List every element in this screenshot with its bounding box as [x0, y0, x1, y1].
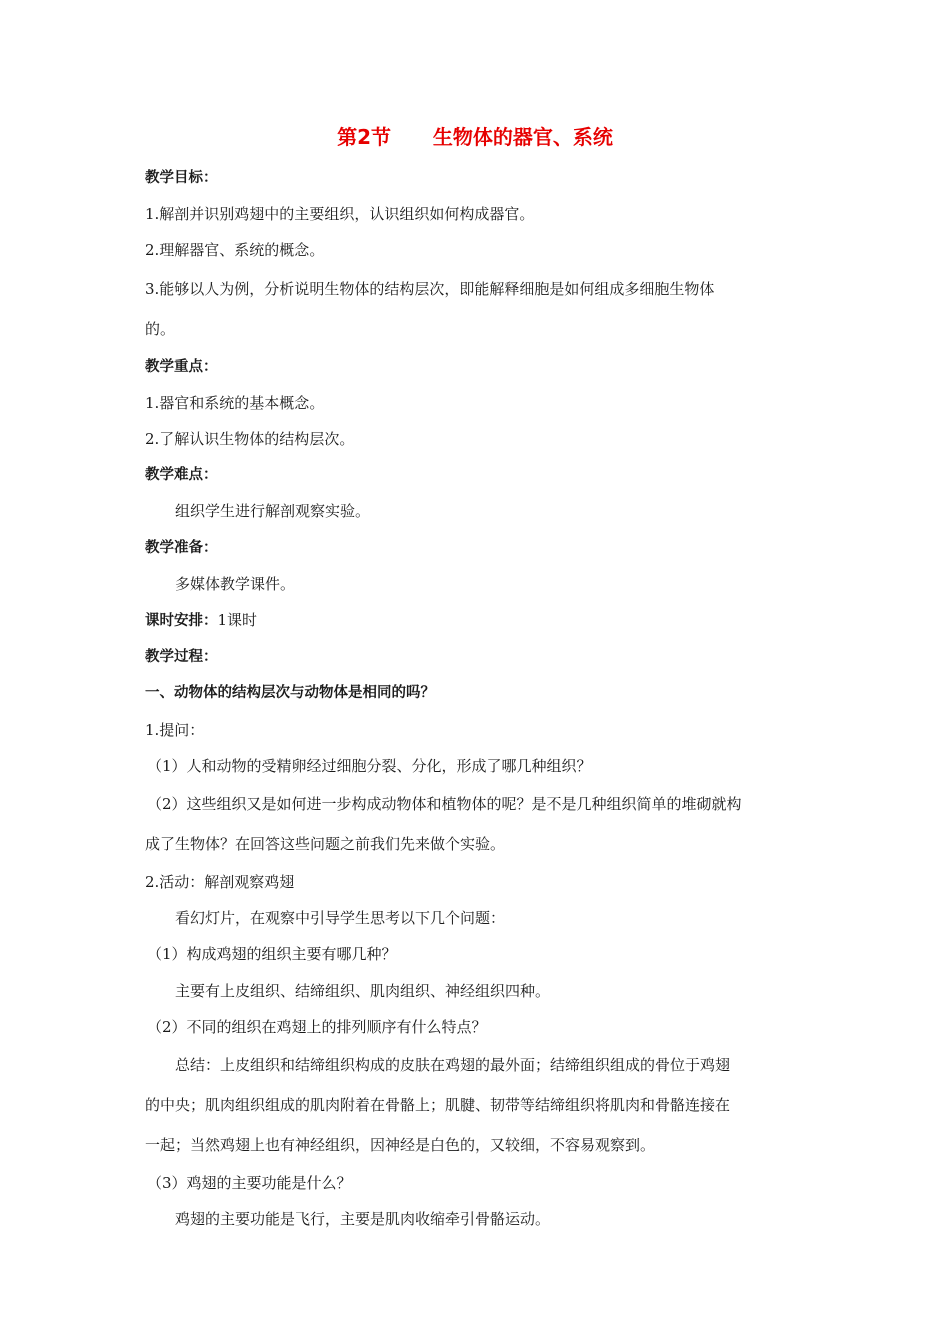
activity-question-1: （1）构成鸡翅的组织主要有哪几种？: [147, 945, 397, 964]
activity-answer-1: 主要有上皮组织、结缔组织、肌肉组织、神经组织四种。: [175, 981, 551, 1000]
activity-answer-3: 鸡翅的主要功能是飞行，主要是肌肉收缩牵引骨骼运动。: [175, 1210, 551, 1229]
objective-2: 2.理解器官、系统的概念。: [145, 241, 325, 260]
key-point-2: 2.了解认识生物体的结构层次。: [145, 430, 355, 449]
activity-summary-cont-2: 一起；当然鸡翅上也有神经组织，因神经是白色的，又较细，不容易观察到。: [145, 1136, 656, 1155]
step-1-question: 1.提问：: [145, 720, 205, 739]
activity-question-2: （2）不同的组织在鸡翅上的排列顺序有什么特点？: [147, 1017, 487, 1036]
question-2-cont: 成了生物体？在回答这些问题之前我们先来做个实验。: [145, 835, 506, 854]
document-body: [145, 160, 810, 1237]
objective-1: 1.解剖并识别鸡翅中的主要组织，认识组织如何构成器官。: [145, 205, 535, 224]
heading-difficulties: 教学难点：: [145, 467, 218, 484]
section-1-heading: 一、动物体的结构层次与动物体是相同的吗？: [145, 685, 435, 702]
schedule-line: [145, 602, 810, 639]
activity-summary-cont-1: 的中央；肌肉组织组成的肌肉附着在骨骼上；肌腱、韧带等结缔组织将肌肉和骨骼连接在: [145, 1096, 731, 1115]
schedule-value: 1课时: [217, 611, 258, 630]
schedule-label: 课时安排：: [145, 613, 218, 630]
heading-objectives: 教学目标：: [145, 170, 218, 186]
activity-question-3: （3）鸡翅的主要功能是什么？: [147, 1174, 352, 1193]
heading-preparation: 教学准备：: [145, 539, 218, 556]
preparation-text: 多媒体教学课件。: [175, 574, 296, 593]
heading-key-points: 教学重点：: [145, 358, 218, 375]
heading-process: 教学过程：: [145, 649, 218, 666]
objective-3-cont: 的。: [145, 319, 176, 338]
objective-3: 3.能够以人为例，分析说明生物体的结构层次，即能解释细胞是如何组成多细胞生物体: [145, 279, 715, 298]
step-2-activity: 2.活动：解剖观察鸡翅: [145, 873, 295, 892]
activity-summary: 总结：上皮组织和结缔组织构成的皮肤在鸡翅的最外面；结缔组织组成的骨位于鸡翅: [175, 1056, 731, 1075]
difficulty-text: 组织学生进行解剖观察实验。: [175, 502, 371, 521]
activity-intro: 看幻灯片，在观察中引导学生思考以下几个问题：: [175, 909, 506, 928]
question-1: （1）人和动物的受精卵经过细胞分裂、分化，形成了哪几种组织？: [147, 756, 592, 775]
key-point-1: 1.器官和系统的基本概念。: [145, 393, 325, 412]
question-2: （2）这些组织又是如何进一步构成动物体和植物体的呢？是不是几种组织简单的堆砌就构: [147, 795, 742, 814]
document-title: 第2节 生物体的器官、系统: [337, 125, 613, 149]
